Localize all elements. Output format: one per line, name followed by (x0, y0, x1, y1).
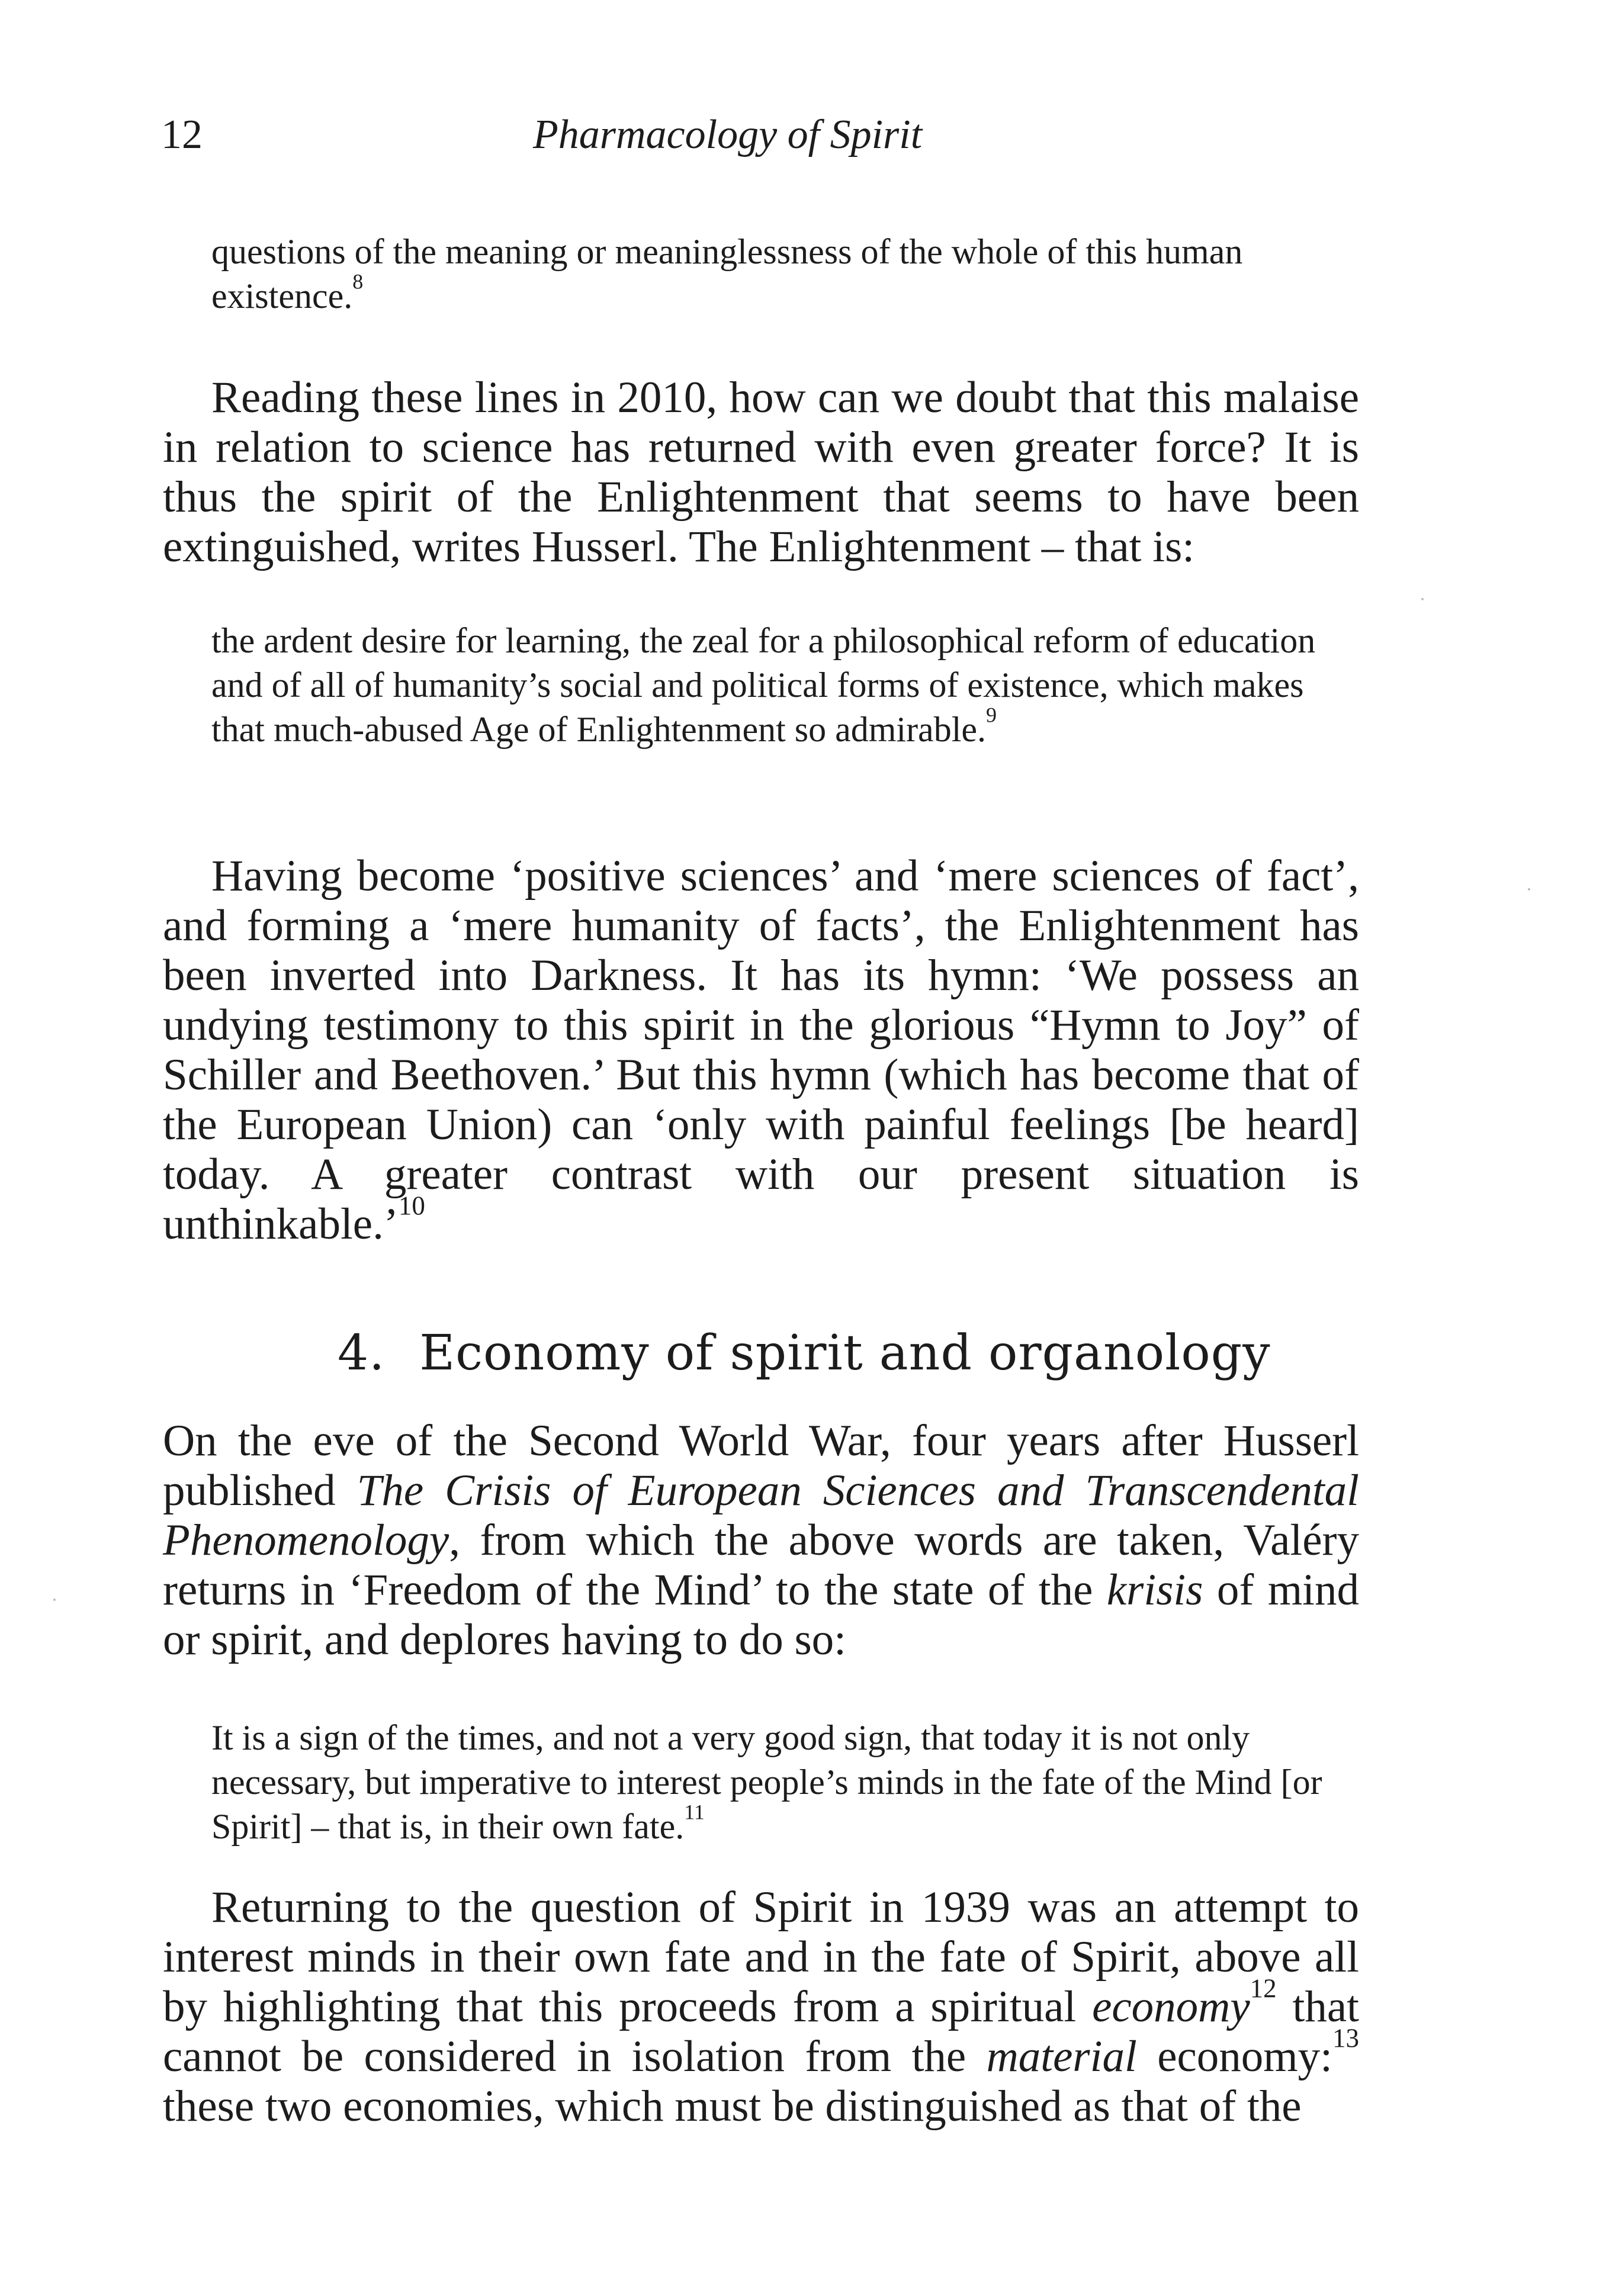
block-quote-1 (211, 230, 1325, 319)
block-quote-2 (211, 619, 1325, 752)
section-heading (338, 1325, 1271, 1382)
paragraph-3-part-2: , from which the above words are taken, Valéry returns in ‘Freedom of the Mind’ to the state of the (163, 1516, 1359, 1615)
book-title: The Crisis of European Sciences and Transcendental Phenomenology (163, 1466, 1359, 1565)
paragraph-3-part-3: of mind or spirit, and deplores having to do so: (163, 1565, 1359, 1664)
paragraph-1-text: Reading these lines in 2010, how can we doubt that this malaise in relation to science has returned with even greater force? It is thus the spirit of the Enlightenment that seems to have been extinguished, writes Husserl. The Enlightenment – that is: (163, 373, 1359, 571)
running-title: Pharmacology of Spirit (533, 112, 923, 157)
block-quote-3 (211, 1716, 1325, 1849)
paragraph-4-part-2: that cannot be considered in isolation from the (163, 1982, 1360, 2081)
material-term: material (986, 2032, 1137, 2081)
footnote-ref-13: 13 (1332, 2023, 1359, 2053)
footnote-ref-12: 12 (1250, 1973, 1277, 2004)
paragraph-4-part-3: economy: (1136, 2032, 1332, 2081)
quote-2-text: the ardent desire for learning, the zeal for a philosophical reform of education and of all of humanity’s social and political forms of existence, which makes that much-abused Age of Enlightenment so admirable. (211, 621, 1316, 749)
krisis-term: krisis (1106, 1565, 1203, 1615)
paragraph-4 (163, 1883, 1359, 2131)
paragraph-1 (163, 373, 1359, 572)
economy-term: economy (1092, 1982, 1250, 2031)
footnote-ref-11: 11 (684, 1800, 705, 1824)
paragraph-4-part-1: Returning to the question of Spirit in 1939 was an attempt to interest minds in their own fate and in the fate of Spirit, above all by highlighting that this proceeds from a spiritual (163, 1883, 1359, 2031)
footnote-ref-9: 9 (986, 703, 997, 727)
paragraph-2 (163, 851, 1359, 1249)
paragraph-2-text (163, 851, 1359, 1249)
section-number: 4. (338, 1325, 386, 1381)
scan-speck (53, 1599, 56, 1601)
quote-1-text: questions of the meaning or meaninglessness of the whole of this human existence. (211, 232, 1243, 316)
paragraph-3-text (163, 1416, 1359, 1665)
paragraph-3 (163, 1416, 1359, 1665)
paragraph-4-text (163, 1883, 1359, 2131)
scan-speck (1528, 888, 1530, 890)
page-number: 12 (161, 112, 203, 157)
paragraph-2-body: Having become ‘positive sciences’ and ‘mere sciences of fact’, and forming a ‘mere humanity of facts’, the Enlightenment has been inverted into Darkness. It has its hymn: ‘We possess an undying testimony to this spirit in the glorious “Hymn to Joy” of Schiller and Beethoven.’ But this hymn (which has become that of the European Union) can ‘only with painful feelings [be heard] today. A greater contrast with our present situation is unthinkable.’ (163, 851, 1359, 1249)
footnote-ref-8: 8 (352, 269, 364, 294)
paragraph-3-part-1: On the eve of the Second World War, four years after Husserl published (163, 1416, 1359, 1515)
footnote-ref-10: 10 (398, 1191, 425, 1221)
scan-speck (1421, 598, 1424, 600)
quote-3-text: It is a sign of the times, and not a very good sign, that today it is not only necessary, but imperative to interest people’s minds in the fate of the Mind [or Spirit] – that is, in their own fate. (211, 1718, 1322, 1846)
paragraph-4-part-4: these two economies, which must be distinguished as that of the (163, 2082, 1302, 2131)
section-title: Economy of spirit and organology (419, 1325, 1271, 1381)
